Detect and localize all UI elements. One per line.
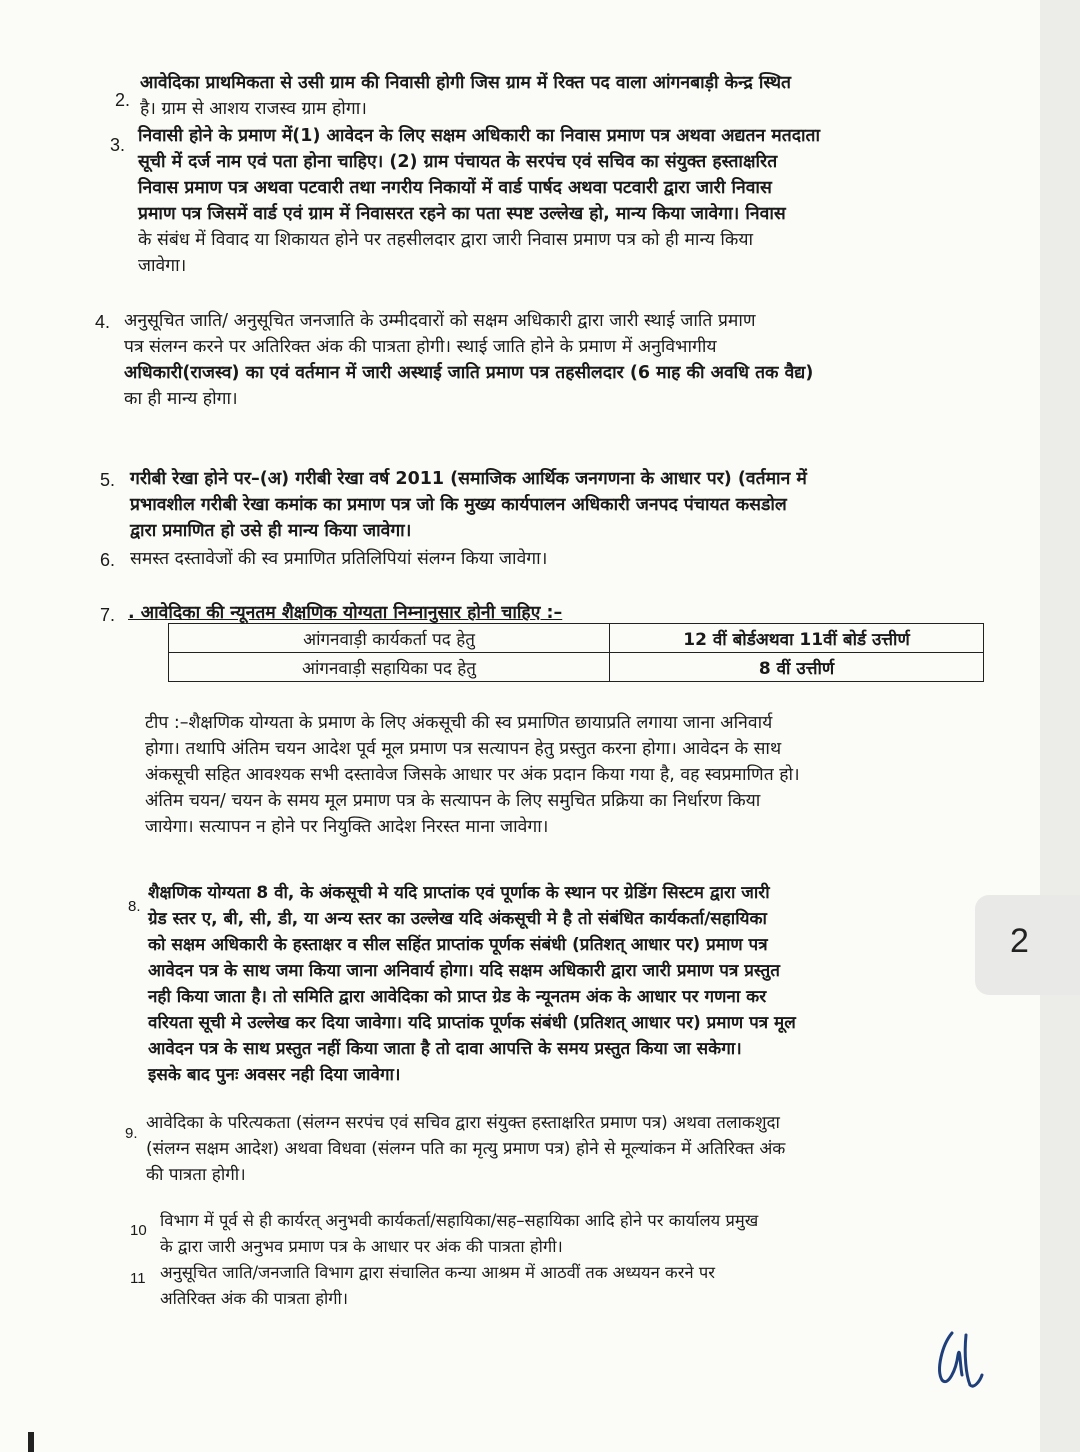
- item-10-text: [160, 1208, 758, 1260]
- item-8-number: 8.: [128, 898, 141, 915]
- table-cell-post: आंगनवाड़ी कार्यकर्ता पद हेतु: [169, 624, 610, 653]
- note-line: जायेगा। सत्यापन न होने पर नियुक्ति आदेश निरस्त माना जावेगा।: [145, 817, 549, 837]
- item-6-number: 6.: [100, 550, 116, 570]
- note-line: होगा। तथापि अंतिम चयन आदेश पूर्व मूल प्रमाण पत्र सत्यापन हेतु प्रस्तुत करना होगा। आवेदन के साथ: [145, 739, 782, 759]
- item-8-text: [148, 880, 796, 1088]
- item-2-number: 2.: [115, 90, 131, 110]
- item-8-line: को सक्षम अधिकारी के हस्ताक्षर व सील सहिंत प्राप्तांक पूर्णक संबंधी (प्रतिशत् आधार पर) प्रमाण पत्र: [148, 935, 768, 955]
- item-7-line: . आवेदिका की न्यूनतम शैक्षणिक योग्यता निम्नानुसार होनी चाहिए :–: [128, 603, 563, 623]
- item-3-line: सूची में दर्ज नाम एवं पता होना चाहिए। (2) ग्राम पंचायत के सरपंच एवं सचिव का संयुक्त हस्ताक्षरित: [138, 152, 778, 172]
- item-3-text: [138, 123, 820, 279]
- item-9-number: 9.: [125, 1125, 138, 1142]
- item-3-number: 3.: [110, 135, 126, 155]
- item-7-number: 7.: [100, 605, 116, 625]
- item-8-line: नही किया जाता है। तो समिति द्वारा आवेदिका को प्राप्त ग्रेड के न्यूनतम अंक के आधार पर गणना कर: [148, 987, 767, 1007]
- item-6-line: समस्त दस्तावेजों की स्व प्रमाणित प्रतिलिपियां संलग्न किया जावेगा।: [130, 549, 548, 569]
- item-3-line: जावेगा।: [138, 256, 187, 276]
- item-11-text: [160, 1260, 715, 1312]
- item-8-line: वरियता सूची मे उल्लेख कर दिया जावेगा। यदि प्राप्तांक पूर्णक संबंधी (प्रतिशत् आधार पर) प्रमाण पत्र मूल: [148, 1013, 796, 1033]
- table-cell-qualification: 12 वीं बोर्डअथवा 11वीं बोर्ड उत्तीर्ण: [610, 624, 984, 653]
- table-row: [169, 624, 984, 653]
- item-11-line: अतिरिक्त अंक की पात्रता होगी।: [160, 1289, 349, 1308]
- item-4-number: 4.: [95, 312, 111, 332]
- item-5-number: 5.: [100, 470, 116, 490]
- item-8-line: ग्रेड स्तर ए, बी, सी, डी, या अन्य स्तर का उल्लेख यदि अंकसूची मे है तो संबंधित कार्यकर्ता/सहायिका: [148, 909, 767, 929]
- item-3-line: के संबंध में विवाद या शिकायत होने पर तहसीलदार द्वारा जारी निवास प्रमाण पत्र को ही मान्य किया: [138, 230, 753, 250]
- item-4-line: अनुसूचित जाति/ अनुसूचित जनजाति के उम्मीदवारों को सक्षम अधिकारी द्वारा जारी स्थाई जाति प्रमाण: [124, 311, 756, 331]
- item-3-line: प्रमाण पत्र जिसमें वार्ड एवं ग्राम में निवासरत रहने का पता स्पष्ट उल्लेख हो, मान्य किया जावेगा। निवास: [138, 204, 786, 224]
- table-row: [169, 653, 984, 682]
- item-9-line: की पात्रता होगी।: [146, 1165, 246, 1185]
- note-line: अंकसूची सहित आवश्यक सभी दस्तावेज जिसके आधार पर अंक प्रदान किया गया है, वह स्वप्रमाणित हो।: [145, 765, 800, 785]
- qualification-table: [168, 623, 984, 682]
- item-3-line: निवासी होने के प्रमाण में(1) आवेदन के लिए सक्षम अधिकारी का निवास प्रमाण पत्र अथवा अद्यतन मतदाता: [138, 126, 821, 146]
- item-5-line: प्रभावशील गरीबी रेखा कमांक का प्रमाण पत्र जो कि मुख्य कार्यपालन अधिकारी जनपद पंचायत कसडोल: [130, 495, 787, 515]
- item-2-text: [140, 70, 791, 122]
- viewer-margin: [1040, 0, 1080, 1452]
- item-2-line: है। ग्राम से आशय राजस्व ग्राम होगा।: [140, 99, 367, 119]
- table-cell-qualification: 8 वीं उत्तीर्ण: [610, 653, 984, 682]
- item-2-line: आवेदिका प्राथमिकता से उसी ग्राम की निवासी होगी जिस ग्राम में रिक्त पद वाला आंगनबाड़ी केन्द्र स्थित: [140, 73, 791, 93]
- page-edge-mark: [28, 1432, 34, 1452]
- item-5-line: द्वारा प्रमाणित हो उसे ही मान्य किया जावेगा।: [130, 521, 412, 541]
- signature-mark: [930, 1325, 985, 1395]
- note-line: टीप :–शैक्षणिक योग्यता के प्रमाण के लिए अंकसूची की स्व प्रमाणित छायाप्रति लगाया जाना अनिवार्य: [145, 713, 773, 733]
- item-11-number: 11: [130, 1270, 146, 1287]
- item-5-text: [130, 466, 807, 544]
- item-10-line: के द्वारा जारी अनुभव प्रमाण पत्र के आधार पर अंक की पात्रता होगी।: [160, 1237, 563, 1256]
- note-text: [145, 710, 800, 840]
- item-9-line: (संलग्न सक्षम आदेश) अथवा विधवा (संलग्न पति का मृत्यु प्रमाण पत्र) होने से मूल्यांकन में अतिरिक्त अंक: [146, 1139, 786, 1159]
- item-6-text: [130, 546, 547, 572]
- item-4-line: का ही मान्य होगा।: [124, 389, 238, 409]
- item-9-line: आवेदिका के परित्यकता (संलग्न सरपंच एवं सचिव द्वारा संयुक्त हस्ताक्षरित प्रमाण पत्र) अथवा तलाकशुदा: [146, 1113, 780, 1133]
- item-8-line: आवेदन पत्र के साथ जमा किया जाना अनिवार्य होगा। यदि सक्षम अधिकारी द्वारा जारी प्रमाण पत्र प्रस्तुत: [148, 961, 780, 981]
- item-8-line: शैक्षणिक योग्यता 8 वी, के अंकसूची मे यदि प्राप्तांक एवं पूर्णाक के स्थान पर ग्रेडिंग सिस्टम द्वारा जारी: [148, 883, 770, 903]
- item-8-line: इसके बाद पुनः अवसर नही दिया जावेगा।: [148, 1065, 401, 1085]
- item-4-line: पत्र संलग्न करने पर अतिरिक्त अंक की पात्रता होगी। स्थाई जाति होने के प्रमाण में अनुविभागीय: [124, 337, 717, 357]
- page-number: 2: [1010, 922, 1029, 960]
- item-4-text: [124, 308, 813, 412]
- item-9-text: [146, 1110, 785, 1188]
- item-10-number: 10: [130, 1222, 147, 1239]
- note-line: अंतिम चयन/ चयन के समय मूल प्रमाण पत्र के सत्यापन के लिए समुचित प्रक्रिया का निर्धारण किया: [145, 791, 761, 811]
- item-11-line: अनुसूचित जाति/जनजाति विभाग द्वारा संचालित कन्या आश्रम में आठवीं तक अध्ययन करने पर: [160, 1263, 715, 1282]
- item-10-line: विभाग में पूर्व से ही कार्यरत् अनुभवी कार्यकर्ता/सहायिका/सह–सहायिका आदि होने पर कार्यालय प्रमुख: [160, 1211, 759, 1230]
- table-cell-post: आंगनवाड़ी सहायिका पद हेतु: [169, 653, 610, 682]
- item-3-line: निवास प्रमाण पत्र अथवा पटवारी तथा नगरीय निकायों में वार्ड पार्षद अथवा पटवारी द्वारा जारी निवास: [138, 178, 772, 198]
- item-5-line: गरीबी रेखा होने पर–(अ) गरीबी रेखा वर्ष 2011 (समाजिक आर्थिक जनगणना के आधार पर) (वर्तमान में: [130, 469, 807, 489]
- item-8-line: आवेदन पत्र के साथ प्रस्तुत नहीं किया जाता है तो दावा आपत्ति के समय प्रस्तुत किया जा सकेगा।: [148, 1039, 742, 1059]
- item-4-line: अधिकारी(राजस्व) का एवं वर्तमान में जारी अस्थाई जाति प्रमाण पत्र तहसीलदार (6 माह की अवधि तक वैद्य): [124, 363, 814, 383]
